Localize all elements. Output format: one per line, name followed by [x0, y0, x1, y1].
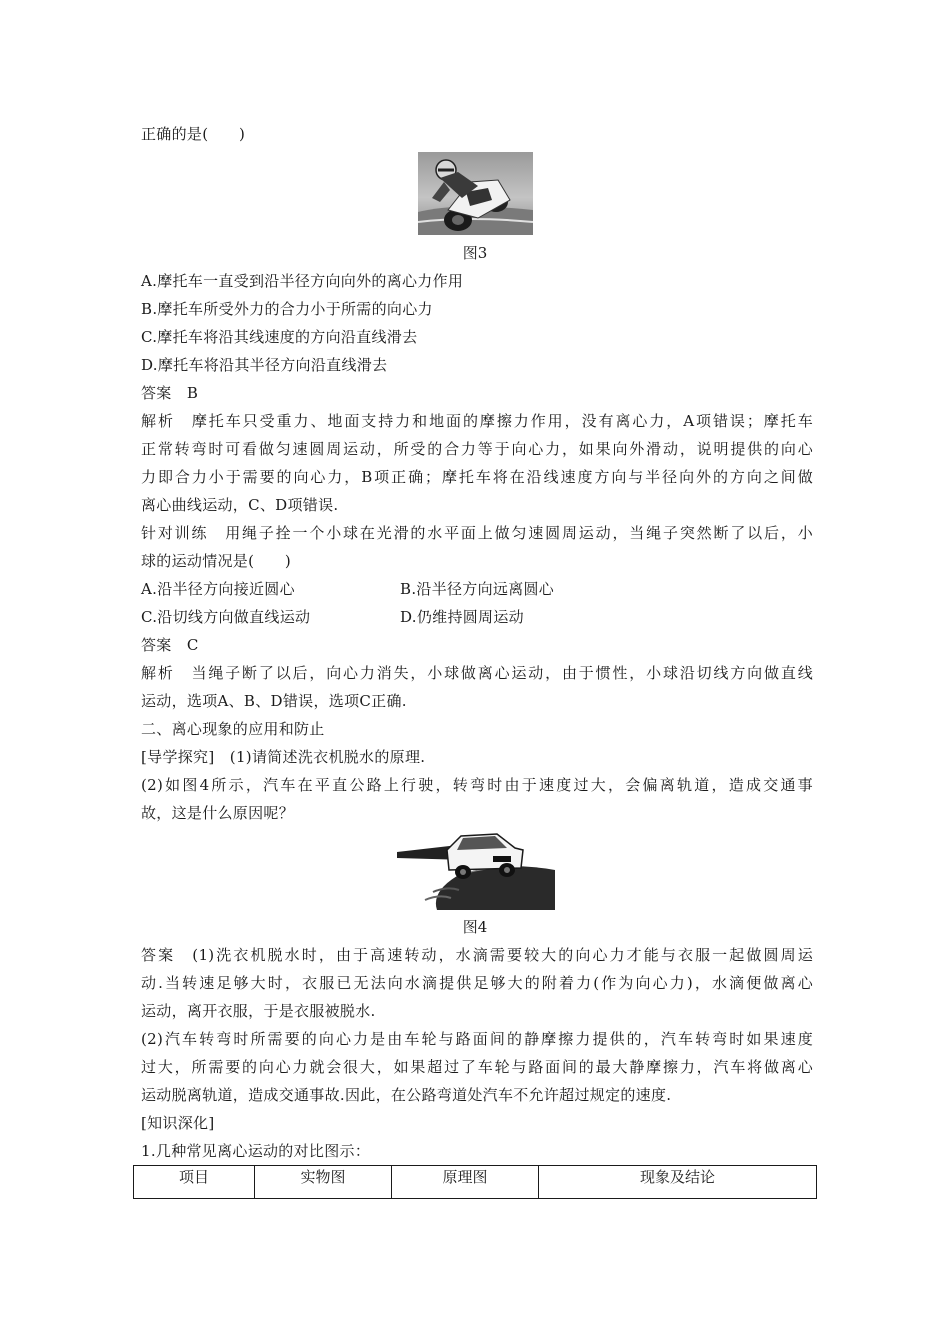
analysis-1-line: 离心曲线运动，C、D项错误. — [141, 496, 339, 514]
car-skid-illustration-frame — [397, 830, 555, 910]
table-header-row — [134, 1166, 817, 1199]
table-header-cell: 现象及结论 — [539, 1166, 817, 1199]
answer-3-line: 运动脱离轨道，造成交通事故.因此，在公路弯道处汽车不允许超过规定的速度. — [141, 1086, 672, 1104]
comparison-table — [133, 1165, 817, 1199]
table-header-cell: 项目 — [134, 1166, 255, 1199]
answer-3-line: 答案 (1)洗衣机脱水时，由于高速转动，水滴需要较大的向心力才能与衣服一起做圆周运 — [141, 946, 813, 964]
option-d: D.仍维持圆周运动 — [400, 608, 524, 626]
analysis-1-line: 力即合力小于需要的向心力，B项正确；摩托车将在沿线速度方向与半径向外的方向之间做 — [141, 468, 813, 486]
answer-3-line: 动.当转速足够大时，衣服已无法向水滴提供足够大的附着力(作为向心力)，水滴便做离心 — [141, 974, 813, 992]
knowledge-heading: [知识深化] — [141, 1114, 215, 1132]
analysis-1-line: 正常转弯时可看做匀速圆周运动，所受的合力等于向心力，如果向外滑动，说明提供的向心 — [141, 440, 813, 458]
option-a: A.沿半径方向接近圆心 — [141, 580, 295, 598]
answer-3-line: 过大，所需要的向心力就会很大，如果超过了车轮与路面间的最大静摩擦力，汽车将做离心 — [141, 1058, 813, 1076]
motorcycle-photo — [418, 152, 533, 235]
table-intro: 1.几种常见离心运动的对比图示： — [141, 1142, 371, 1160]
answer-3-line: 运动，离开衣服，于是衣服被脱水. — [141, 1002, 376, 1020]
guide-line: (2)如图4所示，汽车在平直公路上行驶，转弯时由于速度过大，会偏离轨道，造成交通事 — [141, 776, 813, 794]
figure-4-caption: 图4 — [462, 918, 488, 936]
table-header-cell: 原理图 — [392, 1166, 539, 1199]
answer-2: 答案 C — [141, 636, 199, 654]
option-b: B.沿半径方向远离圆心 — [400, 580, 555, 598]
option-b: B.摩托车所受外力的合力小于所需的向心力 — [141, 300, 433, 318]
option-a: A.摩托车一直受到沿半径方向向外的离心力作用 — [141, 272, 464, 290]
question-tail: 正确的是( ) — [141, 125, 246, 143]
option-c: C.沿切线方向做直线运动 — [141, 608, 311, 626]
figure-3-caption: 图3 — [462, 244, 488, 262]
answer-1: 答案 B — [141, 384, 199, 402]
car-skid-illustration — [397, 830, 555, 910]
section-heading: 二、离心现象的应用和防止 — [141, 720, 325, 738]
guide-line: [导学探究] (1)请简述洗衣机脱水的原理. — [141, 748, 426, 766]
training-question: 针对训练 用绳子拴一个小球在光滑的水平面上做匀速圆周运动，当绳子突然断了以后，小 — [141, 524, 813, 542]
analysis-2-line: 运动，选项A、B、D错误，选项C正确. — [141, 692, 407, 710]
option-d: D.摩托车将沿其半径方向沿直线滑去 — [141, 356, 388, 374]
answer-3-line: (2)汽车转弯时所需要的向心力是由车轮与路面间的静摩擦力提供的，汽车转弯时如果速度 — [141, 1030, 813, 1048]
option-row — [141, 579, 813, 599]
table-header-cell: 实物图 — [255, 1166, 392, 1199]
option-c: C.摩托车将沿其线速度的方向沿直线滑去 — [141, 328, 418, 346]
analysis-2-line: 解析 当绳子断了以后，向心力消失，小球做离心运动，由于惯性，小球沿切线方向做直线 — [141, 664, 813, 682]
training-question: 球的运动情况是( ) — [141, 552, 292, 570]
motorcycle-illustration — [418, 152, 533, 235]
option-row — [141, 607, 813, 627]
guide-line: 故，这是什么原因呢？ — [141, 804, 295, 822]
analysis-1-line: 解析 摩托车只受重力、地面支持力和地面的摩擦力作用，没有离心力，A项错误；摩托车 — [141, 412, 813, 430]
